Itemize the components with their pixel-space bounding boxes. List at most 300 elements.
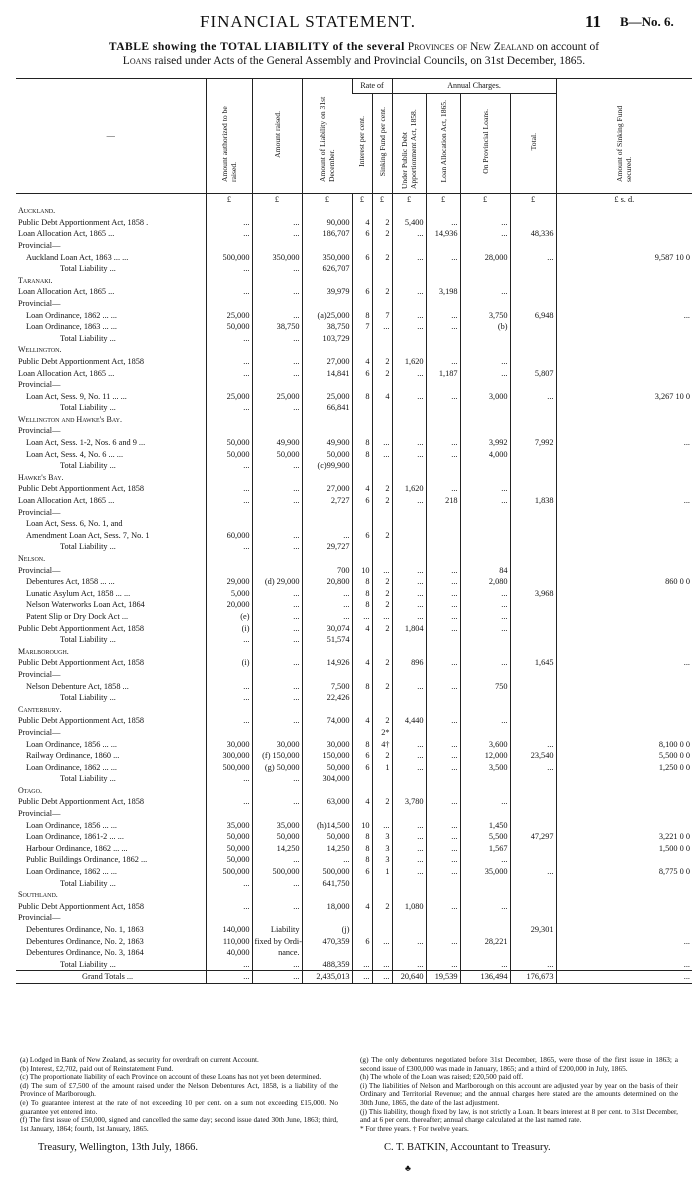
cell-value: 8 (352, 449, 372, 461)
cell-value (460, 669, 510, 681)
cell-value: ... (426, 959, 460, 971)
cell-value: 4,440 (392, 715, 426, 727)
cell-value (372, 402, 392, 414)
cell-value (372, 472, 392, 484)
col-head-interest: Interest per cent. (352, 94, 372, 194)
cell-value: ... (510, 252, 556, 264)
cell-value: 60,000 (206, 530, 252, 542)
table-row (16, 368, 692, 380)
cell-value (426, 808, 460, 820)
table-body (16, 193, 692, 983)
cell-value: 8,100 0 0 (556, 739, 692, 751)
cell-value: 8 (352, 843, 372, 855)
row-label: Public Debt Apportionment Act, 1858 (18, 484, 145, 494)
table-row (16, 344, 692, 356)
cell-value: 186,707 (302, 228, 352, 240)
cell-value (556, 356, 692, 368)
cell-value: 12,000 (460, 750, 510, 762)
cell-value (392, 553, 426, 565)
cell-value (556, 333, 692, 345)
cell-value (426, 240, 460, 252)
cell-value: 2 (372, 588, 392, 600)
cell-value (510, 936, 556, 948)
cell-value (352, 924, 372, 936)
cell-value (556, 599, 692, 611)
cell-value (556, 704, 692, 716)
row-label: Public Buildings Ordinance, 1862 ... (26, 855, 148, 865)
row-label: Public Debt Apportionment Act, 1858 (18, 658, 145, 668)
cell-value: ... (392, 565, 426, 577)
cell-value: 2 (372, 368, 392, 380)
cell-value: ... (510, 391, 556, 403)
cell-value: ... (252, 541, 302, 553)
cell-value (556, 912, 692, 924)
cell-value (252, 785, 302, 797)
cell-value: 51,574 (302, 634, 352, 646)
table-row (16, 402, 692, 414)
table-row (16, 715, 692, 727)
cell-value: 3,198 (426, 286, 460, 298)
cell-value (352, 669, 372, 681)
row-label: Loan Allocation Act, 1865 ... (18, 368, 115, 378)
cell-value (510, 286, 556, 298)
table-row (16, 356, 692, 368)
cell-value: ... (460, 356, 510, 368)
cell-value (556, 460, 692, 472)
cell-value: 300,000 (206, 750, 252, 762)
footnote: (g) The only debentures negotiated before 31st December, 1865, were those of the first issue in 1863; a second issue of £300,000 was made in January, 1865; and a third of £200,000 in July, 1865. (360, 1055, 678, 1073)
cell-value: 218 (426, 495, 460, 507)
cell-value: ... (252, 310, 302, 322)
table-row (16, 518, 692, 530)
cell-value (510, 820, 556, 832)
cell-value (510, 634, 556, 646)
table-row (16, 762, 692, 774)
cell-value (510, 449, 556, 461)
cell-value: ... (460, 286, 510, 298)
cell-value: ... (392, 750, 426, 762)
row-label: Wellington. (18, 345, 62, 355)
table-row (16, 449, 692, 461)
cell-value: £ (206, 193, 252, 205)
table-row (16, 437, 692, 449)
cell-value (372, 379, 392, 391)
cell-value: ... (426, 866, 460, 878)
cell-value (510, 611, 556, 623)
treasury-date: Treasury, Wellington, 13th July, 1866. (38, 1142, 198, 1153)
cell-value: ... (426, 681, 460, 693)
cell-value: 49,900 (302, 437, 352, 449)
cell-value: 1,620 (392, 356, 426, 368)
cell-value: ... (252, 657, 302, 669)
cell-value (372, 808, 392, 820)
footnote: (a) Lodged in Bank of New Zealand, as security for overdraft on current Account. (20, 1055, 259, 1064)
cell-value: ... (206, 681, 252, 693)
row-label: Grand Totals ... (16, 971, 206, 984)
cell-value: ... (426, 310, 460, 322)
cell-value: ... (206, 901, 252, 913)
row-label: Loan Ordinance, 1861-2 ... ... (26, 832, 124, 842)
cell-value (392, 240, 426, 252)
cell-value: 25,000 (252, 391, 302, 403)
row-label: Provincial— (18, 809, 61, 819)
cell-value (460, 518, 510, 530)
table-row (16, 692, 692, 704)
cell-value: 2 (372, 715, 392, 727)
row-label: Provincial— (18, 565, 61, 575)
cell-value (302, 785, 352, 797)
cell-value (352, 727, 372, 739)
table-row (16, 901, 692, 913)
cell-value (392, 785, 426, 797)
cell-value: (h)14,500 (302, 820, 352, 832)
col-head-total: Total. (510, 94, 556, 194)
cell-value (556, 228, 692, 240)
cell-value (510, 796, 556, 808)
cell-value (556, 565, 692, 577)
row-label: Nelson Debenture Act, 1858 ... (26, 681, 129, 691)
row-label: Patent Slip or Dry Dock Act ... (26, 611, 129, 621)
table-row (16, 854, 692, 866)
cell-value (372, 704, 392, 716)
cell-value: ... (372, 936, 392, 948)
cell-value: 50,000 (206, 449, 252, 461)
table-row (16, 599, 692, 611)
cell-value (302, 240, 352, 252)
table-row (16, 275, 692, 287)
col-head-authorized: Amount authorized to be raised. (206, 79, 252, 194)
cell-value: 48,336 (510, 228, 556, 240)
cell-value (460, 425, 510, 437)
cell-value: 2 (372, 750, 392, 762)
cell-value: 50,000 (252, 449, 302, 461)
row-label: Loan Ordinance, 1862 ... ... (26, 310, 118, 320)
cell-value (426, 344, 460, 356)
cell-value: 50,000 (302, 762, 352, 774)
cell-value (460, 692, 510, 704)
row-label: Public Debt Apportionment Act, 1858 (18, 901, 145, 911)
col-head-sinking-secured: Amount of Sinking Fund secured. (556, 79, 692, 194)
cell-value: 28,000 (460, 252, 510, 264)
cell-value (372, 889, 392, 901)
cell-value: ... (426, 599, 460, 611)
cell-value (352, 425, 372, 437)
table-caption (20, 40, 688, 68)
cell-value (252, 275, 302, 287)
cell-value: ... (372, 611, 392, 623)
cell-value (460, 704, 510, 716)
row-label: Nelson. (18, 554, 46, 563)
cell-value (426, 692, 460, 704)
cell-value (372, 692, 392, 704)
cell-value (206, 518, 252, 530)
row-label: Loan Act, Sess. 9, No. 11 ... ... (26, 391, 127, 401)
cell-value: ... (252, 611, 302, 623)
cell-value (372, 425, 392, 437)
cell-value: 500,000 (302, 866, 352, 878)
cell-value: 20,000 (206, 599, 252, 611)
table-row (16, 912, 692, 924)
row-label: Nelson Waterworks Loan Act, 1864 (26, 600, 145, 610)
cell-value: ... (252, 530, 302, 542)
cell-value: 25,000 (206, 310, 252, 322)
cell-value: 350,000 (302, 252, 352, 264)
table-row (16, 878, 692, 890)
cell-value: ... (426, 623, 460, 635)
row-label: Provincial— (18, 727, 61, 737)
cell-value: 1,187 (426, 368, 460, 380)
cell-value: ... (206, 796, 252, 808)
row-label: Loan Ordinance, 1856 ... ... (26, 739, 118, 749)
cell-value (352, 344, 372, 356)
row-label: Provincial— (18, 298, 61, 308)
cell-value (252, 507, 302, 519)
cell-value: £ (302, 193, 352, 205)
cell-value: ... (372, 565, 392, 577)
cell-value (372, 240, 392, 252)
cell-value (372, 344, 392, 356)
cell-value: ... (302, 530, 352, 542)
col-head-loan-allocation: Loan Allocation Act, 1865. (426, 94, 460, 194)
cell-value (556, 530, 692, 542)
cell-value (426, 425, 460, 437)
cell-value: 25,000 (302, 391, 352, 403)
cell-value: ... (392, 831, 426, 843)
cell-value (302, 275, 352, 287)
cell-value (556, 623, 692, 635)
cell-value (426, 530, 460, 542)
cell-value (392, 727, 426, 739)
cell-value (392, 692, 426, 704)
cell-value (352, 333, 372, 345)
cell-value: ... (372, 449, 392, 461)
cell-value (352, 402, 372, 414)
cell-value: (j) (302, 924, 352, 936)
cell-value (352, 785, 372, 797)
cell-value: ... (460, 611, 510, 623)
cell-value: ... (252, 971, 302, 984)
cell-value: ... (252, 460, 302, 472)
cell-value: 8 (352, 854, 372, 866)
cell-value: ... (302, 611, 352, 623)
cell-value (352, 878, 372, 890)
cell-value (252, 912, 302, 924)
cell-value (510, 483, 556, 495)
cell-value (392, 808, 426, 820)
row-label: Debentures Ordinance, No. 3, 1864 (26, 948, 144, 958)
cell-value (556, 808, 692, 820)
cell-value: ... (392, 252, 426, 264)
cell-value (206, 414, 252, 426)
cell-value: (f) 150,000 (252, 750, 302, 762)
cell-value (252, 646, 302, 658)
cell-value: ... (372, 971, 392, 984)
cell-value: ... (556, 657, 692, 669)
cell-value: 14,926 (302, 657, 352, 669)
cell-value (556, 727, 692, 739)
cell-value: 3,267 10 0 (556, 391, 692, 403)
cell-value: ... (252, 634, 302, 646)
table-row (16, 773, 692, 785)
cell-value: (i) (206, 623, 252, 635)
cell-value (460, 414, 510, 426)
cell-value: ... (206, 971, 252, 984)
cell-value (206, 275, 252, 287)
cell-value (556, 217, 692, 229)
cell-value (206, 646, 252, 658)
cell-value (352, 947, 372, 959)
cell-value: ... (352, 971, 372, 984)
col-head-provincial-loans: On Provincial Loans. (460, 94, 510, 194)
table-row (16, 971, 692, 984)
cell-value: 2 (372, 217, 392, 229)
cell-value (352, 912, 372, 924)
row-label: Loan Allocation Act, 1865 ... (18, 229, 115, 239)
cell-value: £ s. d. (556, 193, 692, 205)
cell-value: ... (252, 878, 302, 890)
cell-value: 30,000 (252, 739, 302, 751)
cell-value: 896 (392, 657, 426, 669)
cell-value: 8 (352, 599, 372, 611)
document-ref: B—No. 6. (620, 14, 674, 29)
cell-value: 1,080 (392, 901, 426, 913)
table-row (16, 263, 692, 275)
cell-value: 25,000 (206, 391, 252, 403)
cell-value (252, 565, 302, 577)
cell-value: (i) (206, 657, 252, 669)
row-label: Public Debt Apportionment Act, 1858 . (18, 217, 149, 227)
cell-value (426, 507, 460, 519)
cell-value (556, 286, 692, 298)
cell-value (510, 623, 556, 635)
cell-value: 5,807 (510, 368, 556, 380)
cell-value: ... (426, 854, 460, 866)
cell-value (556, 611, 692, 623)
cell-value: 4 (352, 657, 372, 669)
cell-value: ... (206, 634, 252, 646)
row-label: Provincial— (18, 426, 61, 436)
cell-value (510, 414, 556, 426)
cell-value (426, 553, 460, 565)
table-row (16, 820, 692, 832)
cell-value (460, 402, 510, 414)
cell-value (510, 333, 556, 345)
row-label: Marlborough. (18, 646, 69, 656)
cell-value (252, 727, 302, 739)
cell-value (510, 646, 556, 658)
cell-value: 38,750 (252, 321, 302, 333)
cell-value (556, 240, 692, 252)
cell-value: ... (460, 623, 510, 635)
page-title: FINANCIAL STATEMENT. (200, 12, 417, 31)
cell-value (392, 518, 426, 530)
cell-value: 27,000 (302, 356, 352, 368)
cell-value: ... (392, 599, 426, 611)
row-label: Loan Allocation Act, 1865 ... (18, 287, 115, 297)
table-row (16, 739, 692, 751)
cell-value (206, 472, 252, 484)
cell-value: £ (426, 193, 460, 205)
cell-value: 1,500 0 0 (556, 843, 692, 855)
cell-value: 3,992 (460, 437, 510, 449)
table-row (16, 924, 692, 936)
row-label: Public Debt Apportionment Act, 1858 (18, 797, 145, 807)
cell-value: £ (352, 193, 372, 205)
cell-value (510, 402, 556, 414)
cell-value (372, 414, 392, 426)
cell-value: 20,800 (302, 576, 352, 588)
cell-value (510, 692, 556, 704)
cell-value: ... (426, 820, 460, 832)
cell-value: 176,673 (510, 971, 556, 984)
cell-value (352, 773, 372, 785)
row-label: Total Liability ... (60, 635, 116, 645)
row-label: Total Liability ... (60, 461, 116, 471)
cell-value: ... (460, 657, 510, 669)
cell-value: 30,000 (302, 739, 352, 751)
cell-value: 8 (352, 681, 372, 693)
cell-value (392, 263, 426, 275)
cell-value (510, 843, 556, 855)
cell-value: 6 (352, 750, 372, 762)
footnote: (b) Interest, £2,702, paid out of Reinstatement Fund. (20, 1063, 174, 1073)
cell-value: 1 (372, 866, 392, 878)
cell-value (206, 553, 252, 565)
cell-value: 4,000 (460, 449, 510, 461)
cell-value: 19,539 (426, 971, 460, 984)
cell-value: ... (392, 286, 426, 298)
cell-value (556, 947, 692, 959)
cell-value: 2 (372, 252, 392, 264)
table-row (16, 796, 692, 808)
table-row (16, 565, 692, 577)
cell-value (352, 275, 372, 287)
cell-value: ... (460, 228, 510, 240)
cell-value: ... (252, 286, 302, 298)
cell-value: 2 (372, 495, 392, 507)
cell-value (426, 402, 460, 414)
cell-value (372, 646, 392, 658)
cell-value: ... (426, 843, 460, 855)
row-label: Loan Act, Sess. 1-2, Nos. 6 and 9 ... (26, 438, 146, 448)
cell-value (352, 541, 372, 553)
cell-value (510, 901, 556, 913)
cell-value: 50,000 (206, 843, 252, 855)
cell-value: ... (556, 437, 692, 449)
footnote: (f) The first issue of £50,000, signed and cancelled the same day; second issue dated 30th June, 1863; third, 1st January, 1864; fourth, 1st January, 1865. (20, 1115, 338, 1133)
cell-value: ... (426, 576, 460, 588)
row-label: Provincial— (18, 507, 61, 517)
cell-value (352, 646, 372, 658)
cell-value: 7,992 (510, 437, 556, 449)
cell-value (206, 808, 252, 820)
cell-value: ... (252, 217, 302, 229)
cell-value: 35,000 (460, 866, 510, 878)
cell-value (460, 889, 510, 901)
cell-value (460, 472, 510, 484)
cell-value: ... (426, 217, 460, 229)
cell-value (556, 889, 692, 901)
cell-value: ... (426, 657, 460, 669)
cell-value (556, 773, 692, 785)
cell-value (352, 379, 372, 391)
cell-value (392, 472, 426, 484)
cell-value: ... (510, 762, 556, 774)
cell-value: £ (372, 193, 392, 205)
table-row (16, 286, 692, 298)
cell-value: (e) (206, 611, 252, 623)
cell-value: 7 (372, 310, 392, 322)
